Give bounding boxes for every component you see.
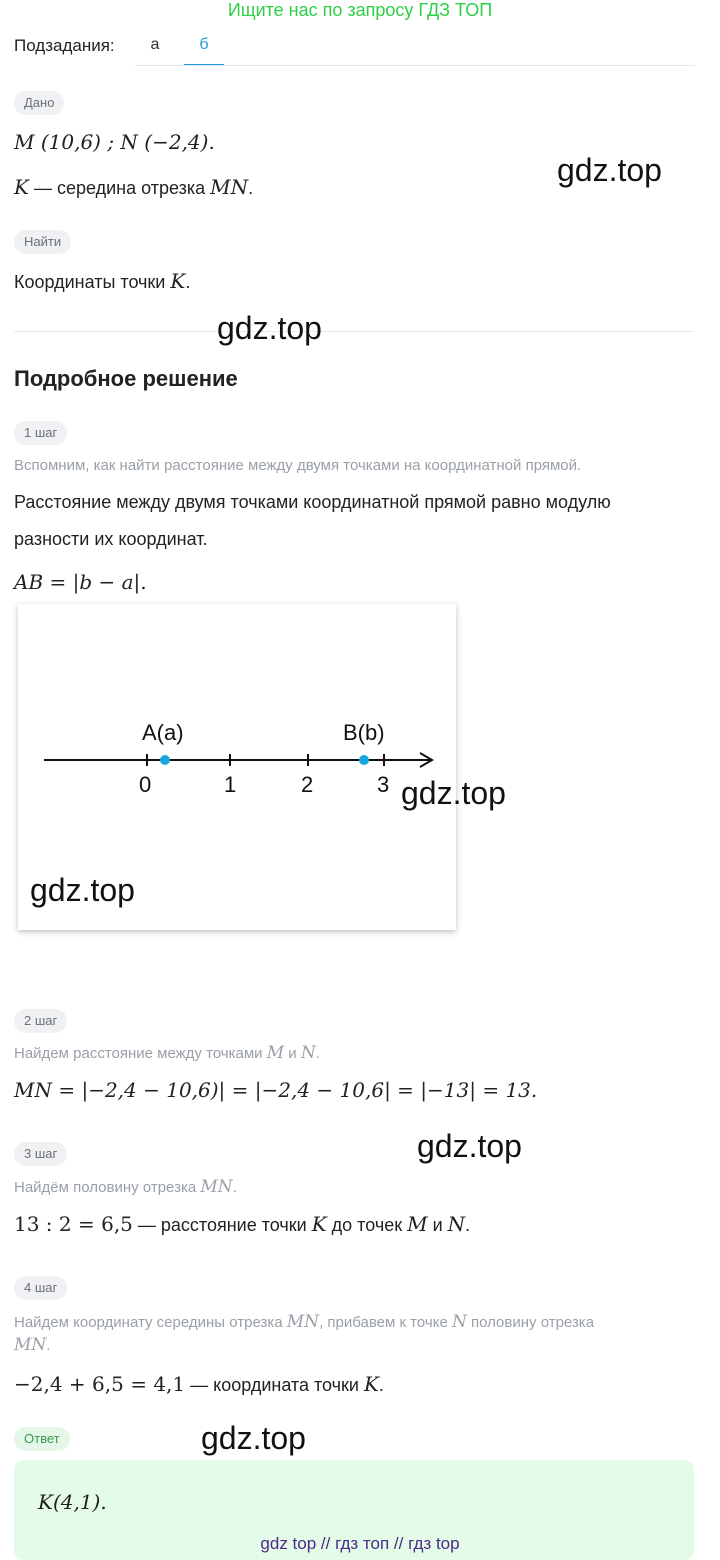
find-label: Координаты точки xyxy=(14,272,171,292)
step-2-formula: MN = |−2,4 − 10,6)| = |−2,4 − 10,6| = |−13| = 13. xyxy=(14,1078,538,1102)
tick-label-2: 2 xyxy=(301,772,314,797)
step-4-hint xyxy=(14,1311,694,1357)
given-chip: Дано xyxy=(14,91,64,115)
step-4-hint-text3: половину отрезка xyxy=(466,1314,595,1331)
tab-a[interactable]: а xyxy=(150,36,160,53)
step-3-result xyxy=(14,1212,470,1236)
watermark: gdz.top xyxy=(401,775,506,811)
label-a: A(a) xyxy=(142,720,184,745)
given-end: . xyxy=(248,178,254,198)
and-text: и xyxy=(427,1215,448,1235)
step-4-hint-text2: , прибавем к точке xyxy=(319,1314,452,1331)
given-points: M (10,6) ; N (−2,4). xyxy=(14,130,215,154)
and-text: и xyxy=(284,1045,301,1062)
math-k: K xyxy=(311,1212,327,1236)
tick-label-3: 3 xyxy=(377,772,390,797)
step-2-hint xyxy=(14,1043,320,1063)
number-line-figure xyxy=(18,604,456,930)
solution-title: Подробное решение xyxy=(14,366,238,391)
math-n: N xyxy=(447,1212,466,1236)
math-mn: MN xyxy=(210,175,249,199)
given-midpoint xyxy=(14,175,253,199)
answer-chip: Ответ xyxy=(14,1427,70,1451)
answer-value: K(4,1). xyxy=(38,1490,107,1514)
math-mn: MN xyxy=(286,1312,320,1332)
given-text: — середина отрезка xyxy=(28,178,211,198)
tabs-divider xyxy=(135,65,695,66)
watermark: gdz.top xyxy=(201,1420,306,1456)
step-4-chip: 4 шаг xyxy=(14,1276,67,1300)
step-4-text: — координата точки xyxy=(185,1375,364,1395)
step-3-text: — расстояние точки xyxy=(132,1215,312,1235)
label-b: B(b) xyxy=(343,720,385,745)
step-1-hint: Вспомним, как найти расстояние между двумя точками на координатной прямой. xyxy=(14,457,582,474)
step-4-formula: −2,4 + 6,5 = 4,1 xyxy=(14,1372,186,1396)
step-2-hint-end: . xyxy=(315,1045,320,1062)
step-2-chip: 2 шаг xyxy=(14,1009,67,1033)
step-3-chip: 3 шаг xyxy=(14,1142,67,1166)
step-3-hint-text: Найдём половину отрезка xyxy=(14,1179,201,1196)
find-text xyxy=(14,269,190,293)
point-b-dot xyxy=(359,755,369,765)
footer-links[interactable]: gdz top // гдз топ // гдз top xyxy=(260,1534,460,1553)
tab-b[interactable]: б xyxy=(184,30,224,66)
step-4-result xyxy=(14,1372,384,1396)
math-mn: MN xyxy=(14,1335,47,1355)
watermark: gdz.top xyxy=(557,152,662,188)
step-3-text2: до точек xyxy=(326,1215,408,1235)
math-k: K xyxy=(363,1372,379,1396)
tick-label-0: 0 xyxy=(139,772,152,797)
watermark: gdz.top xyxy=(30,872,135,908)
math-n: N xyxy=(451,1312,467,1332)
point-a-dot xyxy=(160,755,170,765)
step-3-formula: 13 : 2 = 6,5 xyxy=(14,1212,133,1236)
math-m: M xyxy=(266,1043,285,1063)
watermark: gdz.top xyxy=(217,310,322,346)
watermark: gdz.top xyxy=(417,1128,522,1164)
step-1-chip: 1 шаг xyxy=(14,421,67,445)
tick-label-1: 1 xyxy=(224,772,237,797)
math-m: M xyxy=(407,1212,428,1236)
math-k: K xyxy=(170,269,186,293)
find-end: . xyxy=(185,272,191,292)
step-1-text-line1: Расстояние между двумя точками координатной прямой равно модулю xyxy=(14,492,611,512)
step-1-text-line2: разности их координат. xyxy=(14,529,208,549)
step-2-hint-text: Найдем расстояние между точками xyxy=(14,1045,267,1062)
find-chip: Найти xyxy=(14,230,71,254)
search-banner: Ищите нас по запросу ГДЗ ТОП xyxy=(227,0,493,20)
subtasks-label: Подзадания: xyxy=(14,36,115,55)
step-3-hint xyxy=(14,1177,237,1197)
step-1-formula: AB = |b − a|. xyxy=(14,570,147,594)
step-3-hint-end: . xyxy=(232,1179,237,1196)
step-3-end: . xyxy=(465,1215,471,1235)
step-4-end: . xyxy=(378,1375,384,1395)
section-divider xyxy=(14,331,694,332)
math-mn: MN xyxy=(200,1177,233,1197)
math-n: N xyxy=(300,1043,316,1063)
step-4-hint-text: Найдем координату середины отрезка xyxy=(14,1314,287,1331)
step-4-hint-end: . xyxy=(46,1337,51,1354)
math-k: K xyxy=(14,175,29,199)
